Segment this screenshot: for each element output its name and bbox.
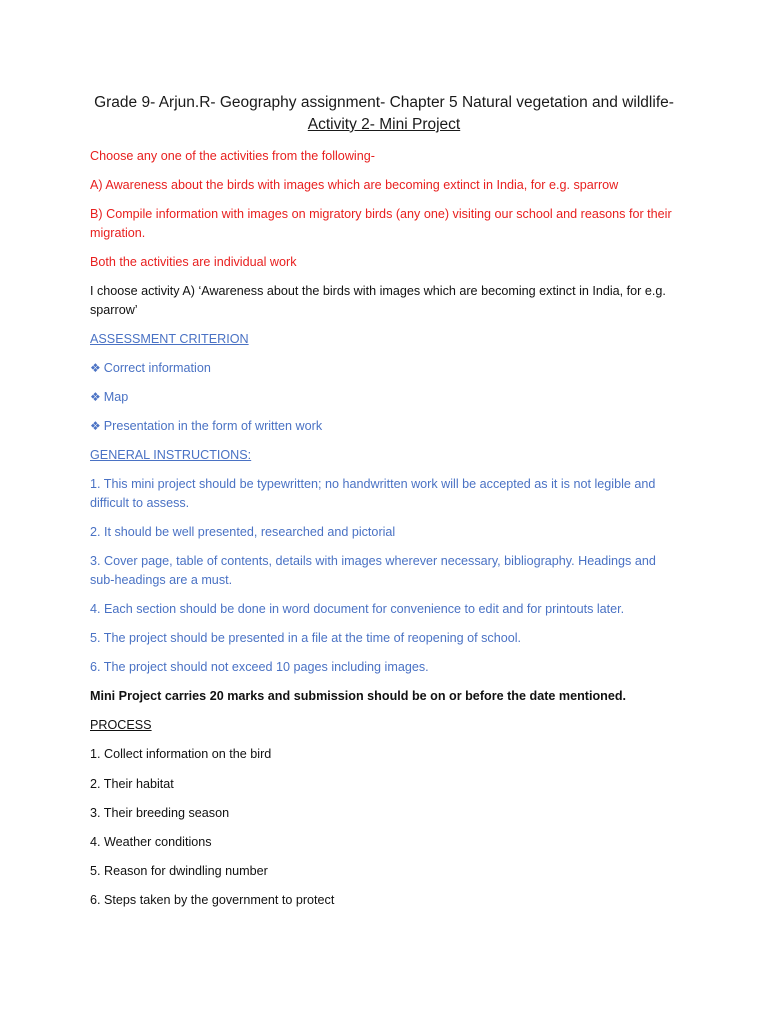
assessment-heading: ASSESSMENT CRITERION: [90, 332, 249, 346]
document-title: Grade 9- Arjun.R- Geography assignment- Chapter 5 Natural vegetation and wildlife-: [94, 94, 674, 111]
process-step: 3. Their breeding season: [90, 806, 230, 820]
process-step: 4. Weather conditions: [90, 835, 212, 849]
option-a: A) Awareness about the birds with images which are becoming extinct in India, for e.g. sparrow: [90, 178, 619, 192]
criterion-item: [90, 359, 682, 378]
individual-work-note: Both the activities are individual work: [90, 255, 297, 269]
process-step: 5. Reason for dwindling number: [90, 864, 268, 878]
instruction-item: 1. This mini project should be typewritten; no handwritten work will be accepted as it is not legible and difficult to assess.: [90, 477, 656, 510]
instruction-item: 4. Each section should be done in word document for convenience to edit and for printouts later.: [90, 602, 625, 616]
process-step: 1. Collect information on the bird: [90, 747, 272, 761]
diamond-bullet-icon: ❖: [90, 419, 101, 433]
process-heading: PROCESS: [90, 718, 152, 732]
choose-instruction: Choose any one of the activities from the following-: [90, 149, 375, 163]
chosen-activity: I choose activity A) ‘Awareness about the birds with images which are becoming extinct in India, for e.g. sparrow’: [90, 284, 666, 317]
instruction-item: 2. It should be well presented, researched and pictorial: [90, 525, 396, 539]
document-subtitle: Activity 2- Mini Project: [307, 116, 461, 133]
instruction-item: 3. Cover page, table of contents, details with images wherever necessary, bibliography. Headings and sub-headings are a must.: [90, 554, 656, 587]
criterion-item: [90, 388, 682, 407]
option-b: B) Compile information with images on migratory birds (any one) visiting our school and reasons for their migration.: [90, 207, 672, 240]
criterion-text: Map: [103, 390, 129, 404]
diamond-bullet-icon: ❖: [90, 361, 101, 375]
instruction-item: 6. The project should not exceed 10 pages including images.: [90, 660, 429, 674]
process-step: 6. Steps taken by the government to protect: [90, 893, 335, 907]
marks-note: Mini Project carries 20 marks and submission should be on or before the date mentioned.: [90, 689, 627, 703]
criterion-text: Presentation in the form of written work: [103, 419, 323, 433]
diamond-bullet-icon: ❖: [90, 390, 101, 404]
process-step: 2. Their habitat: [90, 777, 174, 791]
criterion-text: Correct information: [103, 361, 211, 375]
criterion-item: [90, 417, 682, 436]
instruction-item: 5. The project should be presented in a file at the time of reopening of school.: [90, 631, 522, 645]
general-instructions-heading: GENERAL INSTRUCTIONS:: [90, 448, 252, 462]
